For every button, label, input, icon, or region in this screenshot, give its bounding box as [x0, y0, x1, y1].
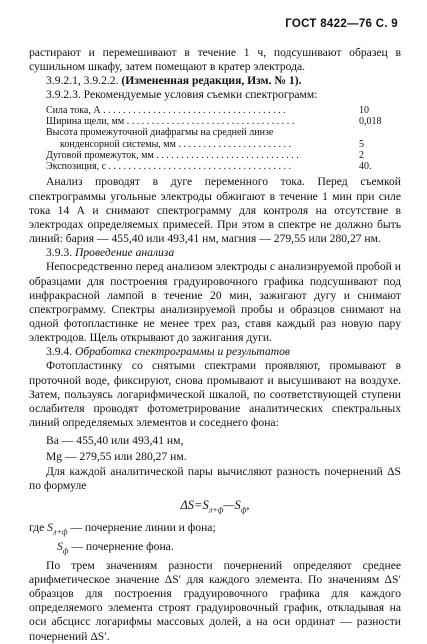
paragraph-analysis-procedure: Непосредственно перед анализом электроды с анализируемой пробой и образцами для построения градуировочного графика подсушивают под инфракрасной лампой в течение 20 мин, зажигают дугу и снимают спектрограмму. Спектры анализируемой пробы и образцов снимают на одной фотопластинке не менее трех раз, ставя каждый раз новую пару электродов. Щель открывают до зажигания дуги. [29, 260, 401, 345]
section-title: Проведение анализа [75, 246, 175, 260]
condition-value: 2 [359, 149, 364, 161]
legend-sub: ф [62, 546, 69, 556]
condition-value [353, 127, 387, 138]
legend-prefix: где [29, 521, 45, 535]
section-number: 3.9.3. [46, 246, 73, 260]
condition-label: Ширина щели, мм . . . . . . . . . . . . . . . . . . . . . . . . . . . . . . . . . . [46, 115, 295, 127]
condition-label: конденсорной системы, мм . . . . . . . . . . . . . . . . . . . . . . . [60, 138, 291, 150]
condition-row [46, 139, 387, 150]
legend-symbol: S [47, 521, 53, 535]
section-heading-3-9-3 [29, 246, 401, 260]
section-number: 3.9.4. [46, 345, 73, 359]
condition-row [46, 150, 387, 161]
condition-label: Высота промежуточной диафрагмы на средней линзе [46, 127, 274, 139]
document-body [29, 46, 401, 644]
line-barium: Ва — 455,40 или 493,41 нм, [46, 434, 184, 448]
section-heading-3-9-4 [29, 345, 401, 359]
amendment-text: (Измененная редакция, Изм. № 1). [121, 74, 302, 88]
legend-line-2 [29, 540, 401, 559]
amendment-numbers: 3.9.2.1, 3.9.2.2. [46, 74, 119, 88]
legend-text: — почернение фона. [68, 540, 174, 553]
condition-value: 0,018 [359, 115, 382, 127]
formula-equals: = [194, 497, 203, 512]
legend-line-1 [29, 521, 401, 540]
formula-term-a: S [202, 497, 209, 512]
paragraph-formula-intro: Для каждой аналитической пары вычисляют разность почернений ΔS по формуле [29, 465, 401, 493]
amendment-note [29, 74, 401, 88]
formula-term-b: S [234, 497, 241, 512]
formula-minus: — [223, 497, 235, 512]
condition-label: Дуговой промежуток, мм . . . . . . . . . . . . . . . . . . . . . . . . . . . . . [46, 149, 299, 161]
condition-row [46, 116, 387, 127]
condition-value: 40. [359, 161, 372, 173]
condition-label: Сила тока, А . . . . . . . . . . . . . . . . . . . . . . . . . . . . . . . . . . . . . [46, 104, 286, 116]
paragraph-calibration: По трем значениям разности почернений определяют среднее арифметическое значение ΔS′ для каждого элемента. По значениям ΔS′ образцов для построения градуировочного графика для каждого определяемого элемента строят градуировочный график, откладывая на оси абсцисс логарифмы массовых долей, а на оси ординат — разности почернений ΔS′. [29, 558, 401, 643]
condition-value: 5 [359, 138, 364, 150]
page-header: ГОСТ 8422—76 С. 9 [285, 18, 398, 30]
formula [29, 498, 401, 518]
legend-text: — почернение линии и фона; [67, 521, 216, 535]
line-magnesium: Mg — 279,55 или 280,27 нм. [46, 450, 187, 464]
condition-row [46, 127, 387, 138]
condition-row [46, 105, 387, 116]
condition-label: Экспозиция, с . . . . . . . . . . . . . . . . . . . . . . . . . . . . . . . . . . . . . [46, 161, 292, 173]
formula-lhs: ΔS [180, 497, 195, 512]
formula-term-a-sub: л+ф [208, 505, 224, 515]
condition-row [46, 161, 387, 172]
conditions-table [46, 105, 387, 173]
legend-symbol: S [57, 540, 63, 553]
formula-end: , [246, 497, 250, 512]
paragraph-continuation: растирают и перемешивают в течение 1 ч, подсушивают образец в сушильном шкафу, затем помещают в кратер электрода. [29, 46, 401, 74]
conditions-heading: 3.9.2.3. Рекомендуемые условия съемки спектрограмм: [46, 88, 318, 102]
section-title: Обработка спектрограммы и результатов [75, 345, 290, 359]
spectral-lines [46, 433, 401, 465]
formula-legend [29, 521, 401, 559]
paragraph-processing: Фотопластинку со снятыми спектрами проявляют, промывают в проточной воде, фиксируют, снова промывают и высушивают на воздухе. Затем, пользуясь логарифмической шкалой, по соответствующей ступени ослабителя проводят фотометрирование аналитических спектральных линий определяемых элементов и соседнего фона: [29, 359, 401, 430]
condition-value: 10 [359, 104, 369, 116]
formula-term-b-sub: ф [240, 505, 247, 515]
paragraph-analysis-conditions: Анализ проводят в дуге переменного тока. Перед съемкой спектрограммы угольные электроды обжигают в течение 1 мин при силе тока 14 А и снимают спектрограмму для контроля на отсутствие в электродах определяемых примесей. При этом в спектре не должно быть линий: бария — 455,40 или 493,41 нм, магния — 279,55 или 280,27 нм. [29, 175, 401, 246]
legend-sub: л+ф [52, 527, 68, 537]
